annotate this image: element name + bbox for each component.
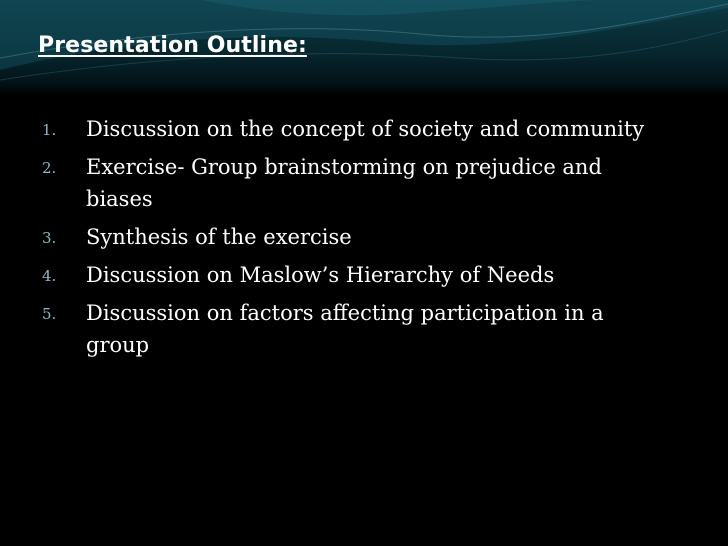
list-item-number: 2. — [42, 159, 57, 177]
slide-title: Presentation Outline: — [38, 33, 307, 58]
list-item-number: 1. — [42, 121, 57, 139]
list-item — [0, 221, 700, 253]
list-item-number: 3. — [42, 229, 57, 247]
list-item-text: Synthesis of the exercise — [86, 225, 352, 249]
list-item-text: Exercise- Group brainstorming on prejudice and biases — [86, 155, 602, 211]
list-item — [0, 297, 700, 361]
list-item — [0, 259, 700, 291]
list-item — [0, 113, 700, 145]
list-item-text: Discussion on Maslow’s Hierarchy of Needs — [86, 263, 555, 287]
list-item-number: 4. — [42, 267, 57, 285]
outline-list — [0, 113, 700, 367]
list-item-text: Discussion on factors affecting participation in a group — [86, 301, 604, 357]
list-item — [0, 151, 700, 215]
list-item-number: 5. — [42, 305, 57, 323]
list-item-text: Discussion on the concept of society and community — [86, 117, 645, 141]
